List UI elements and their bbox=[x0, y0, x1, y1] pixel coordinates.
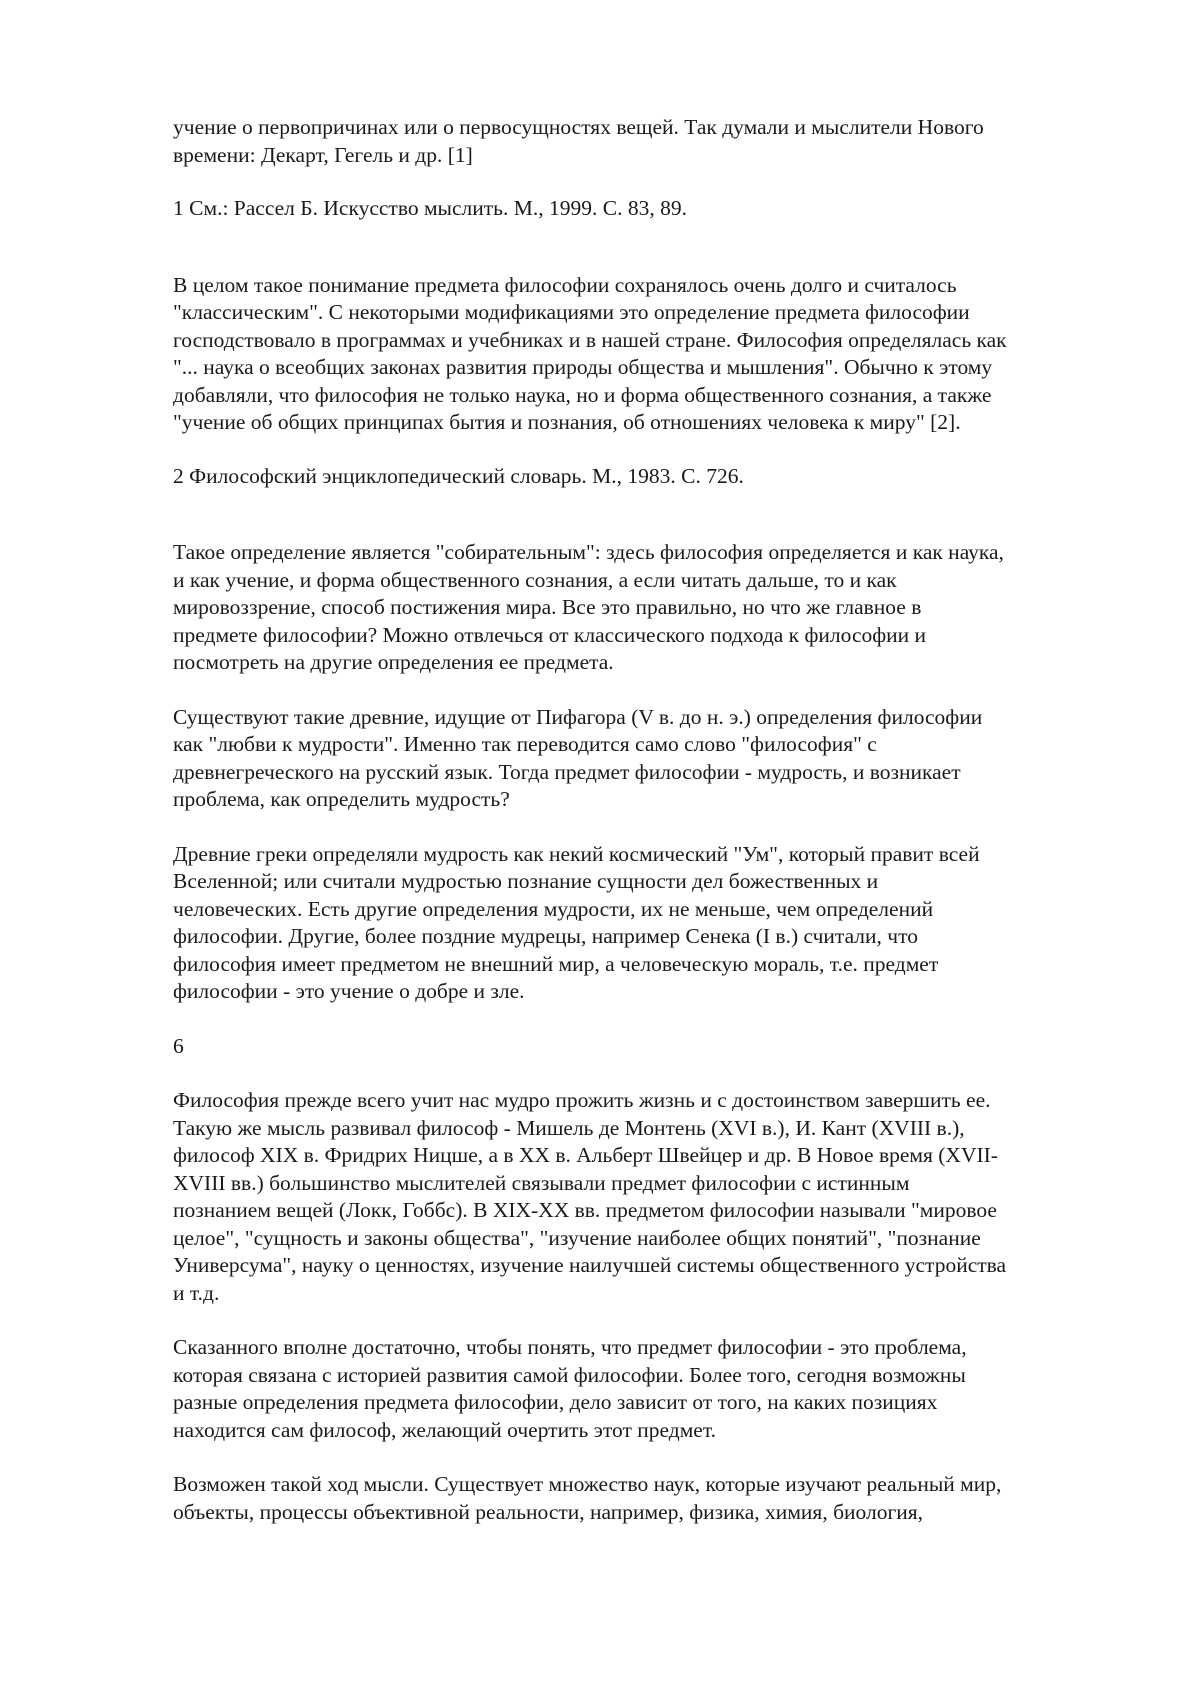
paragraph bbox=[173, 114, 1138, 169]
text-line: 6 bbox=[173, 1033, 184, 1058]
page-number bbox=[173, 1033, 1138, 1061]
paragraph bbox=[173, 1334, 1138, 1444]
text-line: мировоззрение, способ постижения мира. Все это правильно, но что же главное в bbox=[173, 595, 922, 619]
text-line: господствовало в программах и учебниках и в нашей стране. Философия определялась как bbox=[173, 327, 1007, 352]
text-line: которая связана с историей развития самой философии. Более того, сегодня возможны bbox=[173, 1362, 966, 1387]
footnote bbox=[173, 195, 1138, 223]
text-line: как "любви к мудрости". Именно так переводится само слово "философия" с bbox=[173, 732, 877, 756]
text-line: "... наука о всеобщих законах развития природы общества и мышления". Обычно к этому bbox=[173, 355, 993, 379]
text-line: познанием вещей (Локк, Гоббс). В XIX-XX вв. предметом философии называли "мировое bbox=[173, 1198, 997, 1222]
paragraph bbox=[173, 841, 1138, 1006]
text-line: 2 Философский энциклопедический словарь. М., 1983. С. 726. bbox=[173, 463, 744, 488]
text-line: философии - это учение о добре и зле. bbox=[173, 979, 525, 1003]
text-line: учение о первопричинах или о первосущностях вещей. Так думали и мыслители Нового bbox=[173, 115, 984, 139]
text-line: "классическим". С некоторыми модификациями это определение предмета философии bbox=[173, 300, 970, 324]
text-line: целое", "сущность и законы общества", "изучение наиболее общих понятий", "познание bbox=[173, 1225, 981, 1250]
text-line: находится сам философ, желающий очертить этот предмет. bbox=[173, 1417, 716, 1442]
footnote bbox=[173, 463, 1138, 491]
text-line: объекты, процессы объективной реальности, например, физика, химия, биология, bbox=[173, 1499, 924, 1524]
text-line: XVIII вв.) большинство мыслителей связывали предмет философии с истинным bbox=[173, 1170, 910, 1195]
text-line: Вселенной; или считали мудростью познание сущности дел божественных и bbox=[173, 869, 879, 893]
text-line: добавляли, что философия не только наука, но и форма общественного сознания, а также bbox=[173, 382, 992, 407]
text-line: 1 См.: Рассел Б. Искусство мыслить. М., 1999. С. 83, 89. bbox=[173, 196, 687, 220]
text-line: Такую же мысль развивал философ - Мишель де Монтень (XVI в.), И. Кант (XVIII в.), bbox=[173, 1115, 965, 1140]
text-line: "учение об общих принципах бытия и познания, об отношениях человека к миру" [2]. bbox=[173, 410, 961, 434]
text-line: Философия прежде всего учит нас мудро прожить жизнь и с достоинством завершить ее. bbox=[173, 1088, 991, 1112]
text-line: философии. Другие, более поздние мудрецы, например Сенека (I в.) считали, что bbox=[173, 924, 918, 948]
paragraph bbox=[173, 272, 1138, 437]
document-page bbox=[173, 114, 1138, 1526]
text-line: и т.д. bbox=[173, 1280, 220, 1305]
text-line: и как учение, и форма общественного сознания, а если читать дальше, то и как bbox=[173, 567, 897, 592]
text-line: Сказанного вполне достаточно, чтобы понять, что предмет философии - это проблема, bbox=[173, 1335, 967, 1359]
text-line: Возможен такой ход мысли. Существует множество наук, которые изучают реальный мир, bbox=[173, 1472, 1002, 1496]
text-line: Существуют такие древние, идущие от Пифагора (V в. до н. э.) определения философии bbox=[173, 704, 983, 729]
text-line: посмотреть на другие определения ее предмета. bbox=[173, 650, 614, 674]
paragraph bbox=[173, 704, 1138, 814]
text-line: Такое определение является "собирательным": здесь философия определяется и как наука, bbox=[173, 540, 1004, 564]
text-line: предмете философии? Можно отвлечься от классического подхода к философии и bbox=[173, 622, 927, 647]
paragraph bbox=[173, 539, 1138, 677]
text-line: человеческих. Есть другие определения мудрости, их не меньше, чем определений bbox=[173, 896, 934, 921]
text-line: Древние греки определяли мудрость как некий космический "Ум", который правит всей bbox=[173, 841, 980, 866]
text-line: древнегреческого на русский язык. Тогда предмет философии - мудрость, и возникает bbox=[173, 759, 961, 784]
text-line: разные определения предмета философии, дело зависит от того, на каких позициях bbox=[173, 1390, 938, 1414]
text-line: времени: Декарт, Гегель и др. [1] bbox=[173, 142, 473, 167]
text-line: проблема, как определить мудрость? bbox=[173, 787, 510, 811]
text-line: Универсума", науку о ценностях, изучение наилучшей системы общественного устройства bbox=[173, 1253, 1007, 1277]
text-line: философия имеет предметом не внешний мир, а человеческую мораль, т.е. предмет bbox=[173, 951, 939, 976]
text-line: философ XIX в. Фридрих Ницше, а в XX в. Альберт Швейцер и др. В Новое время (XVII- bbox=[173, 1143, 998, 1167]
paragraph bbox=[173, 1087, 1138, 1307]
paragraph bbox=[173, 1471, 1138, 1526]
text-line: В целом такое понимание предмета философии сохранялось очень долго и считалось bbox=[173, 272, 957, 297]
